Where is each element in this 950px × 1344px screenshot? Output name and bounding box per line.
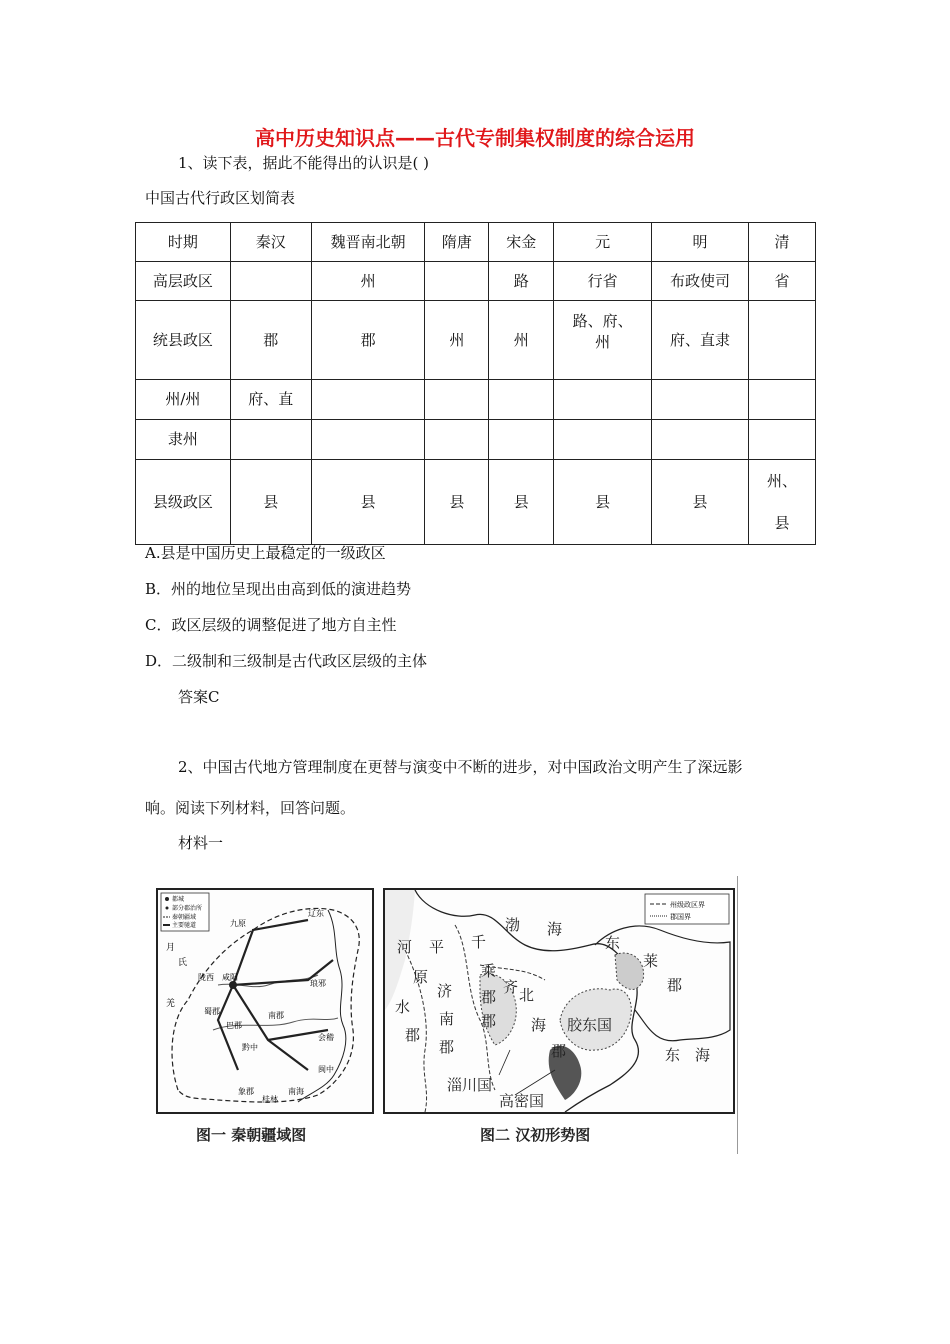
table-cell: 县 bbox=[652, 460, 749, 545]
table-cell: 州 bbox=[489, 301, 554, 380]
map2-place-label: 莱 bbox=[643, 952, 659, 970]
map1-place-label: 咸阳 bbox=[222, 973, 238, 982]
table-cell: 县级政区 bbox=[136, 460, 231, 545]
table-cell: 行省 bbox=[554, 262, 652, 301]
map1-place-label: 月 bbox=[166, 943, 176, 953]
map1-place-label: 辽东 bbox=[308, 909, 324, 918]
table-cell bbox=[748, 380, 815, 420]
admin-division-table bbox=[135, 222, 816, 545]
table-cell: 县 bbox=[311, 460, 425, 545]
map2-place-label: 南 bbox=[439, 1010, 455, 1028]
table-cell bbox=[748, 420, 815, 460]
map-figures bbox=[150, 876, 740, 1154]
table-row-county-level bbox=[136, 460, 816, 545]
table-cell: 州、县 bbox=[748, 460, 815, 545]
map2-place-label: 郡 bbox=[439, 1038, 455, 1056]
table-row-county-governing bbox=[136, 301, 816, 380]
map2-place-label: 郡 bbox=[551, 1042, 567, 1060]
table-cell: 郡 bbox=[311, 301, 425, 380]
map1-place-label: 南海 bbox=[288, 1087, 304, 1096]
map2-place-label: 郡 bbox=[667, 976, 683, 994]
table-cell bbox=[652, 420, 749, 460]
map2-place-label: 郡 bbox=[481, 988, 497, 1006]
option-b: B．州的地位呈现出由高到低的演进趋势 bbox=[145, 580, 412, 598]
table-cell: 州/州 bbox=[136, 380, 231, 420]
map2-place-label: 河 bbox=[397, 938, 413, 956]
map2-place-label: 淄川国 bbox=[447, 1076, 493, 1094]
table-cell bbox=[425, 262, 489, 301]
table-cell: 路 bbox=[489, 262, 554, 301]
map2-place-label: 海 bbox=[531, 1016, 547, 1034]
table-cell bbox=[554, 380, 652, 420]
map2-place-label: 齐 bbox=[503, 978, 519, 996]
map2-legend-text: 州级政区界 bbox=[670, 901, 705, 909]
option-c: C．政区层级的调整促进了地方自主性 bbox=[145, 616, 397, 634]
table-cell bbox=[748, 301, 815, 380]
map1-legend-text: 部分郡治所 bbox=[172, 905, 203, 912]
map2-place-label: 东 bbox=[605, 934, 621, 952]
table-cell bbox=[230, 420, 311, 460]
map2-place-label: 东 bbox=[665, 1046, 681, 1064]
option-d: D．二级制和三级制是古代政区层级的主体 bbox=[145, 652, 428, 670]
table-cell bbox=[489, 380, 554, 420]
table-row-lizhou bbox=[136, 420, 816, 460]
table-header-cell: 清 bbox=[748, 223, 815, 262]
table-cell: 省 bbox=[748, 262, 815, 301]
map2-place-label: 济 bbox=[437, 982, 453, 1000]
table-cell bbox=[489, 420, 554, 460]
table-cell bbox=[652, 380, 749, 420]
map2-place-label: 胶东国 bbox=[567, 1016, 613, 1034]
table-header-cell: 魏晋南北朝 bbox=[311, 223, 425, 262]
map1-caption: 图一 秦朝疆域图 bbox=[196, 1126, 307, 1144]
answer: 答案C bbox=[178, 688, 220, 706]
map1-place-label: 九原 bbox=[230, 919, 246, 928]
table-cell: 郡 bbox=[230, 301, 311, 380]
map2-place-label: 郡 bbox=[405, 1026, 421, 1044]
map1-place-label: 南郡 bbox=[268, 1011, 284, 1020]
table-cell bbox=[425, 380, 489, 420]
map1-legend-text: 都城 bbox=[172, 896, 185, 903]
map2-place-label: 乘 bbox=[481, 962, 497, 980]
map1-legend-text: 主要驰道 bbox=[172, 922, 197, 929]
table-cell: 布政使司 bbox=[652, 262, 749, 301]
map2-place-label: 郡 bbox=[481, 1012, 497, 1030]
table-cell: 州 bbox=[311, 262, 425, 301]
table-header-cell: 元 bbox=[554, 223, 652, 262]
table-header-cell: 隋唐 bbox=[425, 223, 489, 262]
map1-place-label: 象郡 bbox=[238, 1087, 254, 1096]
table-cell: 统县政区 bbox=[136, 301, 231, 380]
table-row-zhou bbox=[136, 380, 816, 420]
figure-edge-rule bbox=[737, 876, 738, 1154]
map2-place-label: 高密国 bbox=[499, 1092, 545, 1110]
early-han-map bbox=[383, 888, 735, 1114]
map1-place-label: 陇西 bbox=[198, 973, 214, 982]
map2-place-label: 渤 bbox=[505, 916, 521, 934]
map1-place-label: 黔中 bbox=[242, 1043, 258, 1052]
table-cell: 州 bbox=[425, 301, 489, 380]
option-a: A.县是中国历史上最稳定的一级政区 bbox=[145, 544, 386, 562]
table-cell: 县 bbox=[230, 460, 311, 545]
map1-place-label: 氏 bbox=[178, 958, 188, 968]
map2-place-label: 海 bbox=[695, 1046, 711, 1064]
table-header-cell: 宋金 bbox=[489, 223, 554, 262]
table-cell: 高层政区 bbox=[136, 262, 231, 301]
table-cell: 隶州 bbox=[136, 420, 231, 460]
map2-place-label: 千 bbox=[471, 933, 487, 951]
table-header-cell: 时期 bbox=[136, 223, 231, 262]
map2-place-label: 原 bbox=[413, 968, 429, 986]
map1-legend-text: 秦朝疆域 bbox=[172, 914, 197, 921]
table-header-cell: 明 bbox=[652, 223, 749, 262]
table-cell: 府、直隶 bbox=[652, 301, 749, 380]
qin-territory-map bbox=[156, 888, 374, 1114]
table-cell bbox=[425, 420, 489, 460]
map1-place-label: 蜀郡 bbox=[204, 1007, 220, 1016]
map2-caption: 图二 汉初形势图 bbox=[480, 1126, 591, 1144]
table-cell: 路、府、州 bbox=[554, 301, 652, 380]
map1-place-label: 巴郡 bbox=[226, 1021, 242, 1030]
map2-place-label: 平 bbox=[429, 938, 445, 956]
table-cell bbox=[554, 420, 652, 460]
map1-place-label: 桂林 bbox=[262, 1095, 278, 1104]
table-cell bbox=[311, 420, 425, 460]
map2-place-label: 水 bbox=[395, 998, 411, 1016]
table-cell bbox=[230, 262, 311, 301]
map1-place-label: 闽中 bbox=[318, 1065, 334, 1074]
table-cell: 县 bbox=[489, 460, 554, 545]
table-cell: 府、直 bbox=[230, 380, 311, 420]
table-cell: 县 bbox=[425, 460, 489, 545]
table-cell: 县 bbox=[554, 460, 652, 545]
table-cell bbox=[311, 380, 425, 420]
map1-place-label: 琅邪 bbox=[310, 979, 326, 988]
question-1-stem: 1、读下表，据此不能得出的认识是( ) bbox=[178, 154, 430, 172]
table-header-cell: 秦汉 bbox=[230, 223, 311, 262]
table-row-high-level bbox=[136, 262, 816, 301]
map2-legend-text: 郡国界 bbox=[670, 913, 691, 921]
map2-place-label: 北 bbox=[519, 986, 535, 1004]
map1-place-label: 羌 bbox=[166, 999, 176, 1009]
question-2-stem-line-2: 响。阅读下列材料，回答问题。 bbox=[145, 799, 356, 817]
page-title: 高中历史知识点——古代专制集权制度的综合运用 bbox=[255, 126, 695, 150]
material-label: 材料一 bbox=[178, 834, 224, 852]
question-2-stem-line-1: 2、中国古代地方管理制度在更替与演变中不断的进步，对中国政治文明产生了深远影 bbox=[178, 758, 743, 776]
table-caption: 中国古代行政区划简表 bbox=[145, 189, 296, 207]
table-header-row bbox=[136, 223, 816, 262]
map2-place-label: 海 bbox=[547, 920, 563, 938]
map1-place-label: 会稽 bbox=[318, 1033, 334, 1042]
